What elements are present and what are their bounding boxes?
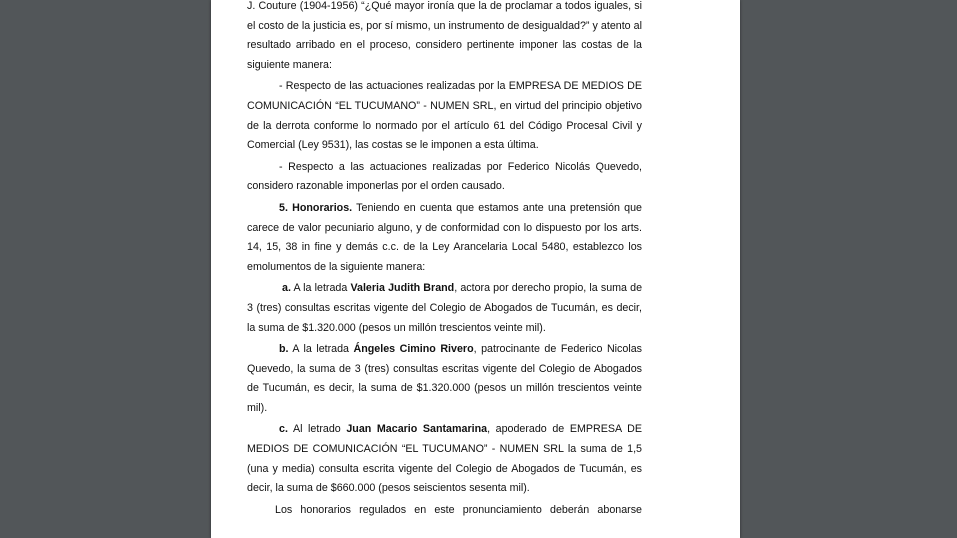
page-content [247,0,642,522]
paragraph-honorarios [247,199,642,277]
paragraph-text: J. Couture (1904-1956) “¿Qué mayor ironía que la de proclamar a todos iguales, si el costo de la justicia es, por sí mismo, un instrumento de desigualdad?” y atento al resultado arribado en el proceso, considero pertinente imponer las costas de la siguiente manera: [247,0,642,71]
paragraph-text: , patrocinante de Federico Nicolas Quevedo, la suma de 3 (tres) consultas escritas vigente del Colegio de Abogados de Tucumán, es decir, la suma de $1.320.000 (pesos un millón trescientos veinte mil). [247,343,642,414]
paragraph-text: Al letrado [287,423,347,436]
lawyer-name: Juan Macario Santamarina [346,423,488,436]
section-heading-honorarios: 5. Honorarios. [279,201,353,214]
paragraph-costas-quevedo [247,158,642,197]
item-marker: a. [282,282,291,295]
lawyer-name: Valeria Judith Brand [350,282,455,295]
paragraph-text: - Respecto de las actuaciones realizadas por la EMPRESA DE MEDIOS DE COMUNICACIÓN “EL TUCUMANO” - NUMEN SRL, en virtud del principio objetivo de la derrota conforme lo normado por el artículo 61 del Código Procesal Civil y Comercial (Ley 9531), las costas se le imponen a esta última. [247,80,642,152]
item-marker: b. [279,343,289,356]
paragraph-text: A la letrada [288,343,354,356]
paragraph-text: A la letrada [290,282,351,295]
paragraph-text: Teniendo en cuenta que estamos ante una pretensión que carece de valor pecuniario alguno, y de conformidad con lo dispuesto por los arts. 14, 15, 38 in fine y demás c.c. de la Ley Arancelaria Local 5480, establezco los emolumentos de la siguiente manera: [247,201,642,273]
paragraph-item-a [247,279,642,338]
paragraph-text: Los honorarios regulados en este pronunciamiento deberán abonarse [275,503,642,516]
paragraph-text: - Respecto a las actuaciones realizadas por Federico Nicolás Quevedo, considero razonable imponerlas por el orden causado. [247,160,642,193]
paragraph-text: , apoderado de EMPRESA DE MEDIOS DE COMUNICACIÓN “EL TUCUMANO” - NUMEN SRL la suma de 1,5 (una y media) consulta escrita vigente del Colegio de Abogados de Tucumán, es decir, la suma de $660.000 (pesos seiscientos sesenta mil). [247,423,642,495]
paragraph-couture-quote [247,0,642,75]
paragraph-costas-el-tucumano [247,77,642,155]
item-marker: c. [279,423,288,436]
paragraph-item-b [247,340,642,418]
lawyer-name: Ángeles Cimino Rivero [353,343,474,356]
paragraph-honorarios-payment [247,501,642,521]
paragraph-item-c [247,420,642,498]
document-page [211,0,740,538]
paragraph-text: , actora por derecho propio, la suma de 3 (tres) consultas escritas vigente del Colegio de Abogados de Tucumán, es decir, la suma de $1.320.000 (pesos un millón trescientos veinte mil). [247,282,643,334]
